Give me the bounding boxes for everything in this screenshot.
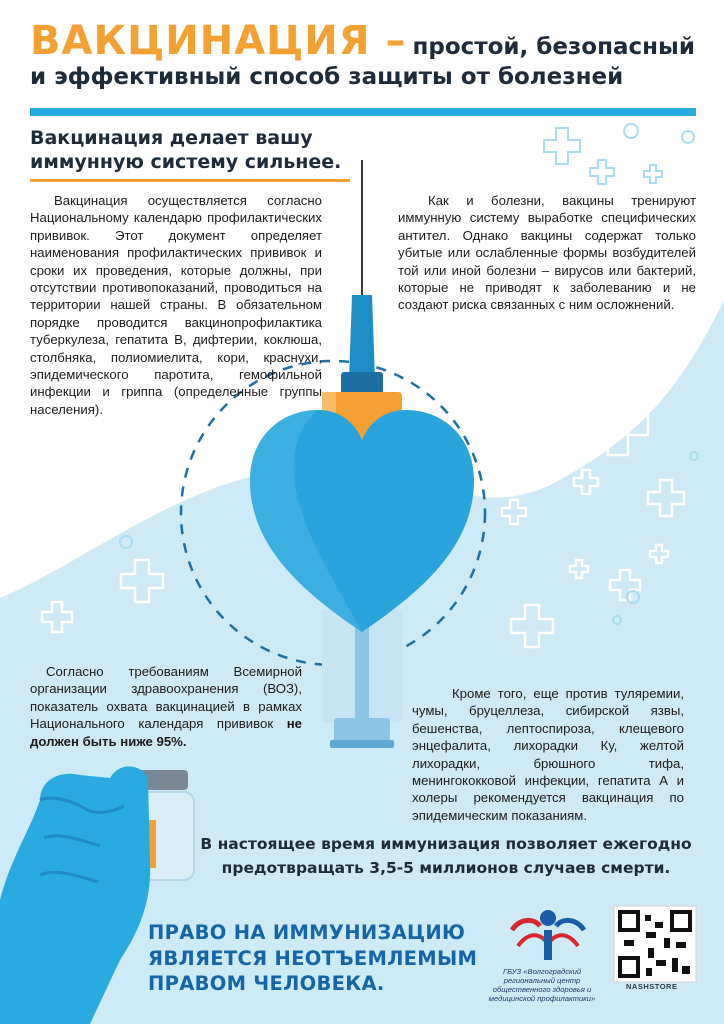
title-highlight: ВАКЦИНАЦИЯ – — [30, 18, 407, 64]
title-rest: простой, безопасный — [412, 34, 695, 60]
medical-cross-icon — [544, 128, 662, 184]
section-subtitle: Вакцинация делает вашу иммунную систему сильнее. — [30, 127, 342, 173]
who-text: Согласно требованиям Всемирной организации здравоохранения (ВОЗ), показатель охвата вакцинацией в рамках Национального календаря прививок — [30, 664, 302, 732]
calendar-paragraph: Вакцинация осуществляется согласно Национальному календарю профилактических прививок. Этот документ определяет наименования профилактических прививок и сроки их проведения, которые должны, при отсутствии противопоказаний, проводиться на территории нашей страны. В обязательном порядке проводится вакцинопрофилактика туберкулеза, гепатита В, дифтерии, коклюша, столбняка, полиомиелита, кори, краснухи, эпидемического паротита, гемофильной инфекции и гриппа (определенные группы населения). — [30, 193, 322, 417]
qr-code-icon — [614, 906, 696, 982]
title-underline — [30, 108, 696, 116]
subtitle-underline — [30, 179, 350, 182]
qr-brand-label: NASHSTORE — [626, 982, 678, 991]
who-paragraph — [30, 663, 302, 750]
who-highlight: не должен быть ниже 95%. — [30, 716, 302, 749]
title-line-2: и эффективный способ защиты от болезней — [30, 64, 624, 90]
vaccines-paragraph: Как и болезни, вакцины тренируют иммунную систему выработке специфических антител. Однако вакцины содержат только убитые или ослабленные формы возбудителей той или иной болезни – вирусов или бактерий, которые не приводят к заболеванию и не создают риска связанных с ним осложнений. — [398, 193, 696, 313]
epidemic-paragraph: Кроме того, еще против туляремии, чумы, бруцеллеза, сибирской язвы, бешенства, лептоспироза, клещевого энцефалита, лихорадки Ку, желтой лихорадки, брюшного тифа, менингококковой инфекции, гепатита А и холеры рекомендуется вакцинация по эпидемическим показаниям. — [412, 686, 684, 823]
immunization-right-statement: ПРАВО НА ИММУНИЗАЦИЮ ЯВЛЯЕТСЯ НЕОТЪЕМЛЕМЫМ ПРАВОМ ЧЕЛОВЕКА. — [148, 921, 478, 995]
organization-caption: ГБУЗ «Волгоградский региональный центр общественного здоровья и медицинской профилактики» — [488, 967, 596, 1003]
mortality-stat: В настоящее время иммунизация позволяет ежегодно предотвращать 3,5-5 миллионов случаев смерти. — [200, 835, 692, 877]
page-title — [30, 18, 695, 64]
